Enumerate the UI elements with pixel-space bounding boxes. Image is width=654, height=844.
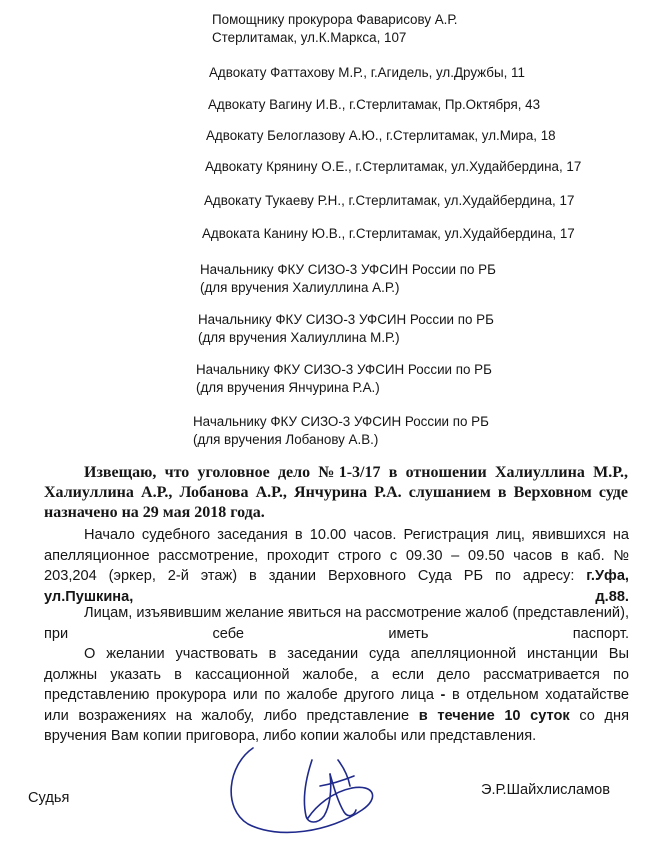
addressee-lawyer-tukaev bbox=[204, 192, 574, 210]
addressee-sizo-khaliullin-ar bbox=[200, 261, 496, 297]
addressee-line: Стерлитамак, ул.К.Маркса, 107 bbox=[212, 30, 407, 45]
addressee-sizo-lobanov bbox=[193, 413, 489, 449]
participation-text-middle: в отдельном ходатайстве или возражениях на жалобу, либо представление bbox=[44, 687, 629, 724]
addressee-line: Начальнику ФКУ СИЗО-3 УФСИН России по РБ bbox=[198, 312, 494, 327]
addressee-sizo-yanchurin bbox=[196, 361, 492, 397]
addressee-lawyer-kanin bbox=[202, 225, 575, 243]
addressee-line: Начальнику ФКУ СИЗО-3 УФСИН России по РБ bbox=[196, 362, 492, 377]
court-address: г.Уфа, ул.Пушкина, д.88. bbox=[44, 568, 629, 605]
addressee-line: (для вручения Лобанову А.В.) bbox=[193, 432, 379, 447]
addressee-line: Начальнику ФКУ СИЗО-3 УФСИН России по РБ bbox=[200, 262, 496, 277]
participation-text-end: со дня вручения Вам копии приговора, либо копии жалобы или представления. bbox=[44, 707, 629, 744]
addressee-line: Адвокату Тукаеву Р.Н., г.Стерлитамак, ул.Худайбердина, 17 bbox=[204, 193, 575, 208]
addressee-lawyer-beloglazov bbox=[206, 127, 556, 145]
dash-mark: - bbox=[440, 687, 446, 703]
addressee-line: (для вручения Халиуллина А.Р.) bbox=[200, 280, 400, 295]
addressee-line: Адвокату Фаттахову М.Р., г.Агидель, ул.Дружбы, 11 bbox=[209, 65, 525, 80]
addressee-lawyer-kryanin bbox=[205, 158, 581, 176]
addressee-sizo-khaliullin-mr bbox=[198, 311, 494, 347]
addressee-lawyer-vagin bbox=[208, 96, 540, 114]
addressee-line: Адвокату Крянину О.Е., г.Стерлитамак, ул.Худайбердина, 17 bbox=[205, 159, 582, 174]
addressee-line: Адвоката Канину Ю.В., г.Стерлитамак, ул.Худайбердина, 17 bbox=[202, 226, 575, 241]
session-start-text: Начало судебного заседания в 10.00 часов. Регистрация лиц, явившихся на апелляционное рассмотрение, проходит строго с 09.30 – 09.50 часов в каб. № 203,204 (эркер, 2-й этаж) в здании Верховного Суда РБ по адресу: bbox=[44, 527, 629, 584]
deadline-text: в течение 10 суток bbox=[418, 707, 570, 724]
addressee-line: Начальнику ФКУ СИЗО-3 УФСИН России по РБ bbox=[193, 414, 489, 429]
addressee-line: (для вручения Янчурина Р.А.) bbox=[196, 380, 380, 395]
addressee-lawyer-fattakhov bbox=[209, 64, 525, 82]
addressee-line: Адвокату Вагину И.В., г.Стерлитамак, Пр.Октября, 43 bbox=[208, 97, 541, 112]
addressee-line: Адвокату Белоглазову А.Ю., г.Стерлитамак, ул.Мира, 18 bbox=[206, 128, 556, 143]
participation-text-start: О желании участвовать в заседании суда апелляционной инстанции Вы должны указать в кассационной жалобе, а если дело рассматривается по представлению прокурора или по жалобе другого лица bbox=[44, 646, 629, 703]
judge-name: Э.Р.Шайхлисламов bbox=[481, 782, 611, 798]
addressee-line: (для вручения Халиуллина М.Р.) bbox=[198, 330, 400, 345]
addressee-prosecutor-assistant bbox=[212, 11, 458, 47]
addressee-line: Помощнику прокурора Фаварисову А.Р. bbox=[212, 12, 458, 27]
passport-paragraph: Лицам, изъявившим желание явиться на рассмотрение жалоб (представлений), при себе иметь паспорт. bbox=[44, 605, 629, 642]
handwritten-signature bbox=[220, 720, 380, 840]
judge-label: Судья bbox=[28, 790, 70, 806]
hearing-notice: Извещаю, что уголовное дело №1-3/17 в отношении Халиуллина М.Р., Халиуллина А.Р., Лобанова А.Р., Янчурина Р.А. слушанием в Верховном суде назначено на 29 мая 2018 года. bbox=[44, 464, 628, 521]
